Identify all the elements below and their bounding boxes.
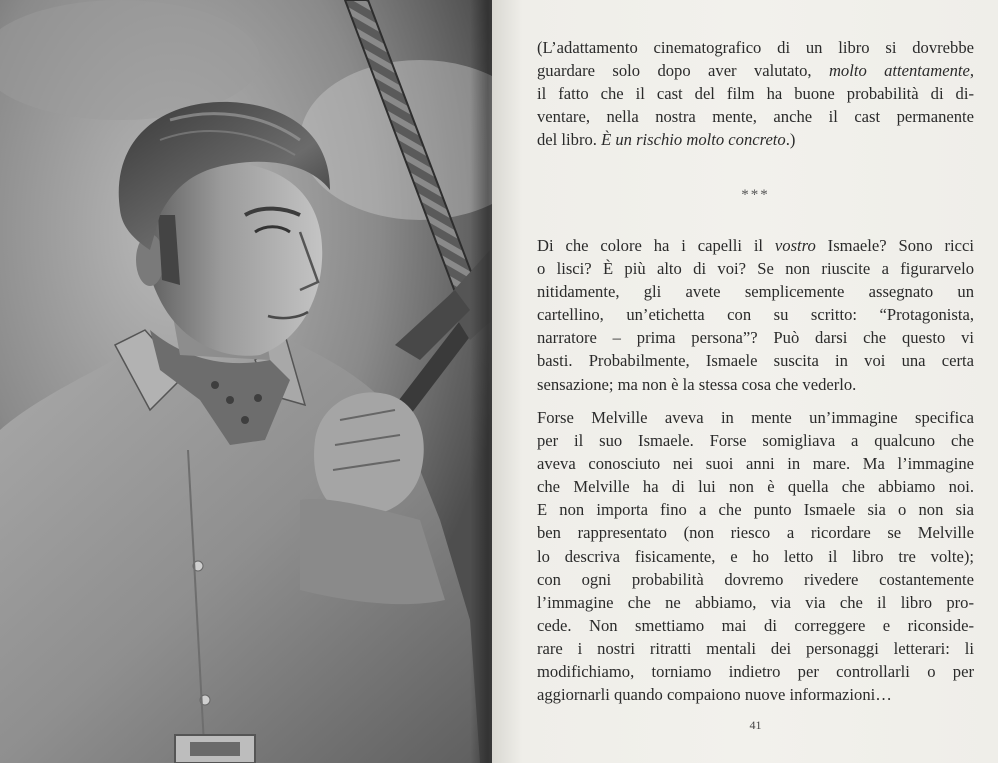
text-line: ben rappresentato (non riesco a ricordare se Melville (537, 523, 974, 543)
text-line: che Melville ha di lui non è quella che abbiamo noi. (537, 477, 974, 497)
text-line: per il suo Ismaele. Forse somigliava a qualcuno che (537, 431, 974, 451)
text-line: rare i nostri ritratti mentali dei personaggi letterari: li (537, 638, 974, 658)
text-line: (L’adattamento cinematografico di un libro si dovrebbe (537, 38, 974, 57)
section-separator: *** (741, 187, 770, 203)
italic-text: molto attentamente (828, 61, 970, 81)
text-line: cede. Non smettiamo mai di correggere e riconside- (537, 615, 974, 635)
text-line: lo descriva fisicamente, e ho letto il libro tre volte); (537, 546, 974, 566)
text-line: Di che colore ha i capelli il vostro Ismaele? Sono ricci (537, 236, 974, 255)
text-line: cartellino, un’etichetta con su scritto: “Protagonista, (537, 305, 974, 325)
text-line: del libro. È un rischio molto concreto.) (537, 130, 796, 150)
text-line: il fatto che il cast del film ha buone probabilità di di- (537, 84, 974, 104)
text-line: aveva conosciuto nei suoi anni in mare. Ma l’immagine (537, 454, 974, 474)
page-number: 41 (749, 718, 762, 732)
text-line: modifichiamo, torniamo indietro per controllarli o per (537, 662, 974, 682)
italic-text: È un rischio molto concreto (601, 130, 786, 150)
text-page (492, 0, 998, 763)
text-line: con ogni probabilità dovremo rivedere costantemente (537, 569, 974, 589)
paragraph-3 (537, 406, 974, 706)
text-line: basti. Probabilmente, Ismaele suscita in voi una certa (537, 351, 974, 371)
text-line: sensazione; ma non è la stessa cosa che vederlo. (537, 374, 857, 394)
photo-page (0, 0, 492, 763)
text-line: aggiornarli quando compaiono nuove informazioni… (537, 685, 892, 705)
text-line: nitidamente, gli avete semplicemente assegnato un (537, 282, 974, 302)
text-line: ventare, nella nostra mente, anche il cast permanente (537, 107, 974, 127)
text-line: l’immagine che ne abbiamo, via via che il libro pro- (537, 592, 974, 612)
text-line: E non importa fino a che punto Ismaele sia o non sia (537, 500, 974, 520)
text-line: guardare solo dopo aver valutato, molto attentamente, (537, 61, 974, 81)
text-line: narratore – prima persona”? Può darsi che questo vi (537, 328, 974, 348)
italic-text: vostro (774, 236, 816, 255)
text-line: o lisci? È più alto di voi? Se non riuscite a figurarvelo (537, 259, 974, 279)
paragraph-1 (537, 36, 974, 151)
paragraph-2 (537, 234, 974, 396)
text-line: Forse Melville aveva in mente un’immagine specifica (537, 408, 974, 427)
portrait-photo (0, 0, 492, 763)
